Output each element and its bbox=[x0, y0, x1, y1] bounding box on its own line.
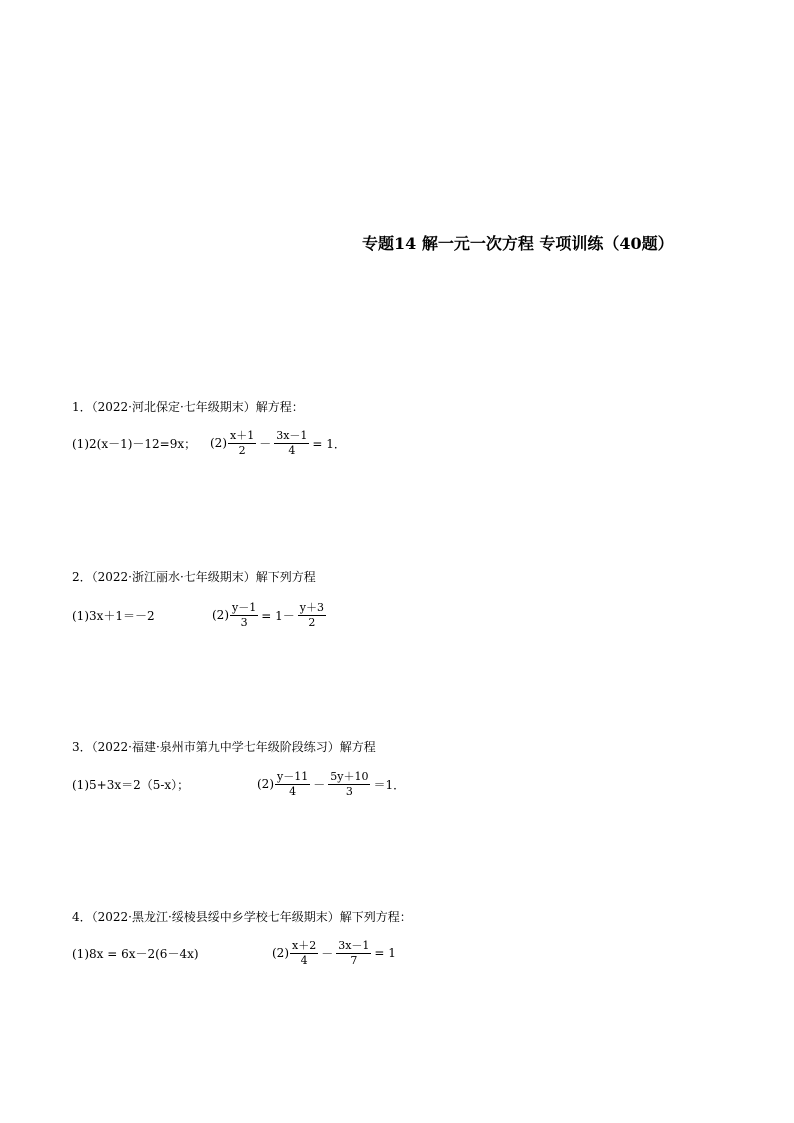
question-1-part-2 bbox=[210, 425, 348, 461]
denominator: 4 bbox=[288, 443, 296, 457]
equation-tail: = 1 bbox=[374, 946, 396, 960]
denominator: 2 bbox=[238, 443, 246, 457]
operator: － bbox=[259, 436, 272, 451]
equation-tail: = 1． bbox=[312, 436, 346, 451]
question-3-part-2 bbox=[257, 766, 407, 802]
part-label: (2) bbox=[212, 608, 229, 622]
fraction bbox=[298, 601, 326, 630]
fraction bbox=[328, 770, 370, 799]
numerator: x＋1 bbox=[230, 428, 255, 442]
operator: － bbox=[321, 946, 334, 961]
question-3-part-1: (1)5+3x＝2（5-x）； bbox=[72, 777, 190, 792]
denominator: 3 bbox=[345, 784, 353, 798]
fraction bbox=[228, 429, 256, 458]
question-1-part-1: (1)2(x－1)－12=9x； bbox=[72, 436, 197, 451]
question-4-title: 4．（2022·黑龙江·绥棱县绥中乡学校七年级期末）解下列方程： bbox=[72, 910, 412, 924]
numerator: 5y＋10 bbox=[330, 769, 369, 783]
denominator: 4 bbox=[300, 953, 308, 967]
part-label: (2) bbox=[257, 777, 274, 791]
part-label: (2) bbox=[272, 946, 289, 960]
question-3-title: 3．（2022·福建·泉州市第九中学七年级阶段练习）解方程 bbox=[72, 740, 376, 754]
fraction bbox=[274, 429, 309, 458]
question-4-part-2 bbox=[272, 935, 398, 971]
fraction bbox=[336, 939, 371, 968]
denominator: 2 bbox=[308, 615, 316, 629]
numerator: 3x－1 bbox=[276, 428, 308, 442]
equation-middle: = 1－ bbox=[261, 608, 295, 623]
page-title: 专题14 解一元一次方程 专项训练（40题） bbox=[362, 234, 674, 253]
numerator: y＋3 bbox=[299, 600, 324, 614]
question-2-part-2 bbox=[212, 597, 327, 633]
question-1-title: 1．（2022·河北保定·七年级期末）解方程： bbox=[72, 400, 304, 414]
part-label: (2) bbox=[210, 436, 227, 450]
fraction bbox=[290, 939, 318, 968]
question-2-part-1: (1)3x＋1＝－2 bbox=[72, 608, 155, 623]
denominator: 3 bbox=[240, 615, 248, 629]
numerator: y－11 bbox=[277, 769, 309, 783]
fraction bbox=[230, 601, 258, 630]
denominator: 7 bbox=[350, 953, 358, 967]
operator: － bbox=[313, 777, 326, 792]
numerator: y－1 bbox=[232, 600, 257, 614]
numerator: x＋2 bbox=[292, 938, 317, 952]
denominator: 4 bbox=[289, 784, 297, 798]
equation-tail: ＝1． bbox=[373, 777, 406, 792]
question-4-part-1: (1)8x = 6x－2(6－4x) bbox=[72, 946, 199, 961]
fraction bbox=[275, 770, 310, 799]
question-2-title: 2．（2022·浙江丽水·七年级期末）解下列方程 bbox=[72, 570, 316, 584]
numerator: 3x－1 bbox=[338, 938, 370, 952]
